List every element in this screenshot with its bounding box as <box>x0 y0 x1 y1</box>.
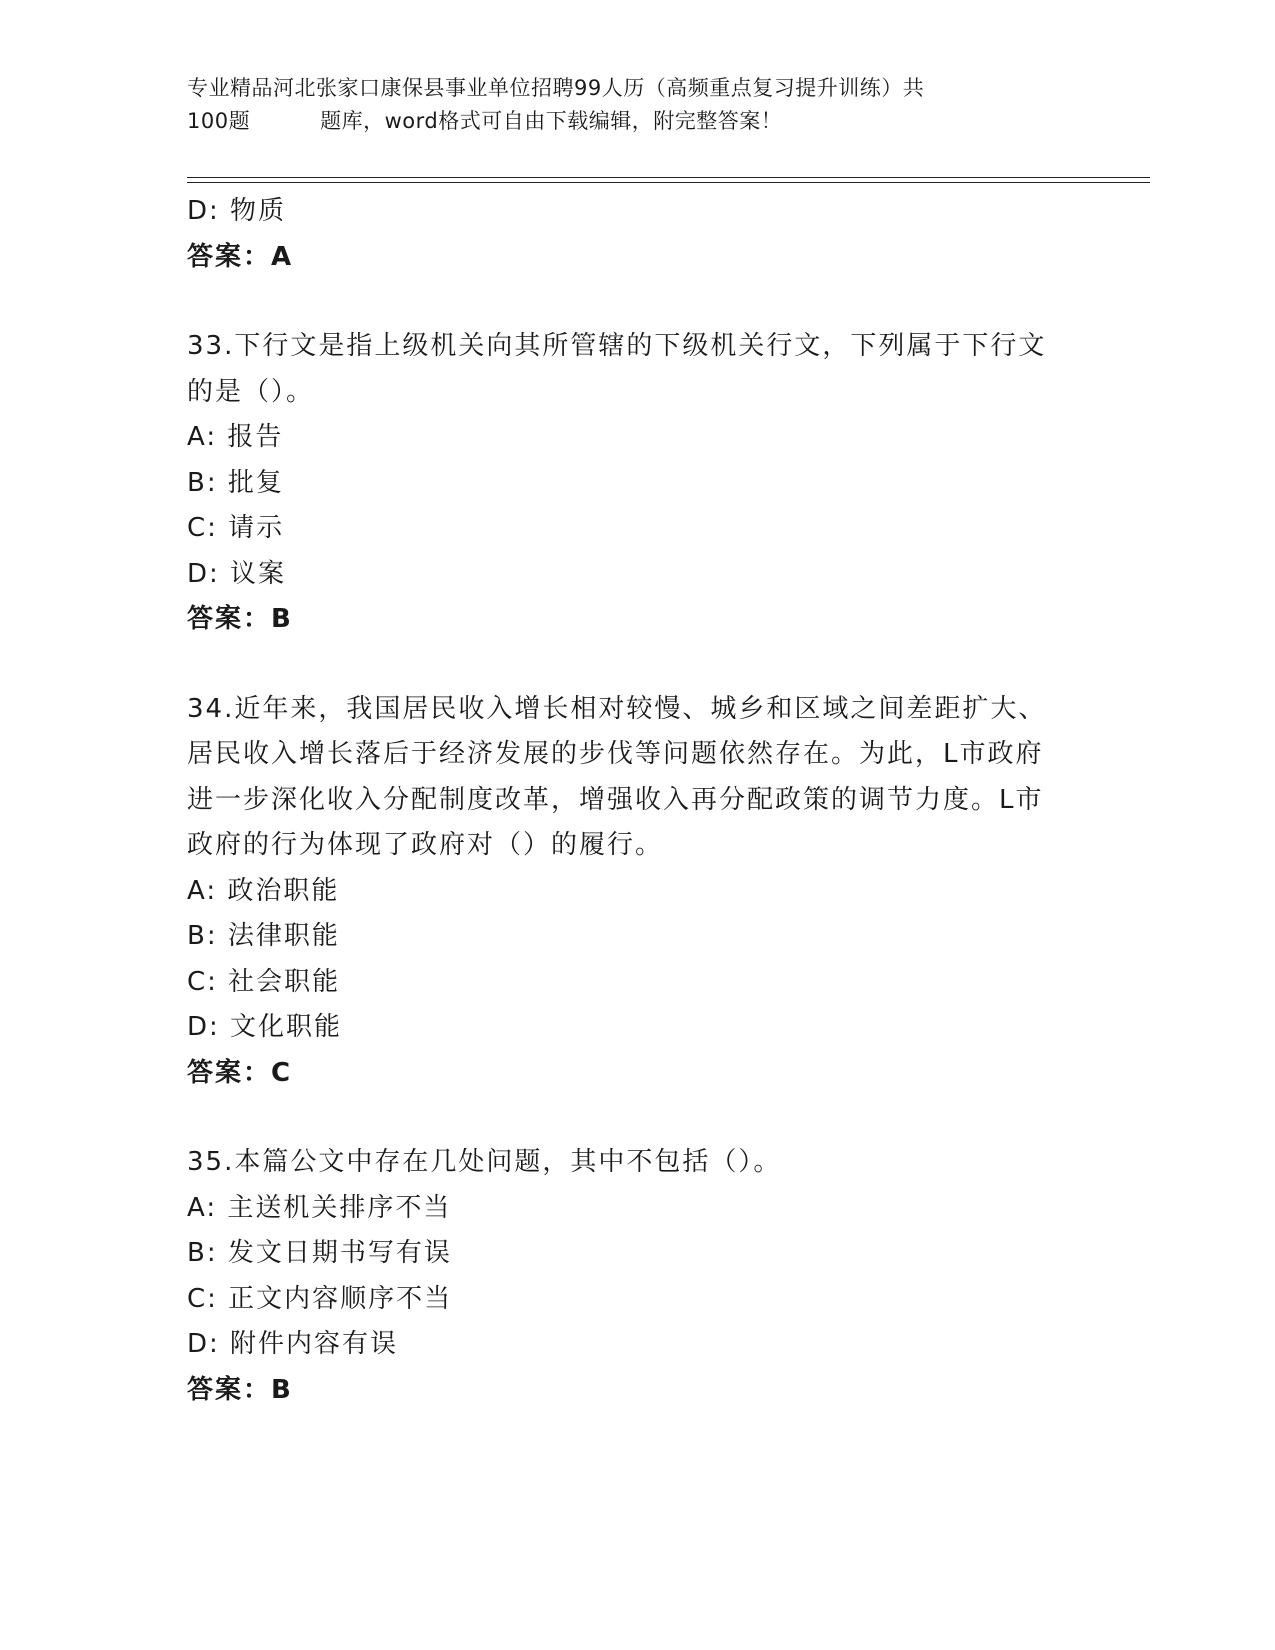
header-rule-top <box>187 177 1150 178</box>
header-title-line1: 专业精品河北张家口康保县事业单位招聘99人历（高频重点复习提升训练）共 <box>187 76 925 100</box>
question-35 <box>187 1140 1087 1413</box>
question-text-line: 政府的行为体现了政府对（）的履行。 <box>187 830 664 860</box>
option-d: D: 物质 <box>187 196 287 226</box>
option-d: D: 议案 <box>187 558 287 589</box>
question-text <box>187 324 1087 415</box>
question-text-line: 进一步深化收入分配制度改革，增强收入再分配政策的调节力度。L市 <box>187 784 1044 815</box>
option-c: C: 请示 <box>187 513 285 543</box>
option-c: C: 正文内容顺序不当 <box>187 1283 453 1314</box>
header-description: 题库，word格式可自由下载编辑，附完整答案！ <box>320 109 783 133</box>
question-text-line: 35.本篇公文中存在几处问题，其中不包括（）。 <box>187 1147 782 1177</box>
option-c: C: 社会职能 <box>187 966 341 997</box>
question-34 <box>187 687 1087 1097</box>
answer-line: 答案：B <box>187 1374 293 1405</box>
question-text-line: 居民收入增长落后于经济发展的步伐等问题依然存在。为此，L市政府 <box>187 739 1044 769</box>
option-a: A: 主送机关排序不当 <box>187 1192 452 1223</box>
header-rule-bottom <box>187 182 1150 183</box>
question-text-line: 33.下行文是指上级机关向其所管辖的下级机关行文，下列属于下行文 <box>187 331 1047 361</box>
option-a: A: 政治职能 <box>187 875 340 906</box>
answer-line: 答案：B <box>187 604 293 634</box>
option-d: D: 附件内容有误 <box>187 1329 399 1359</box>
previous-question-tail <box>187 189 1087 280</box>
option-b: B: 法律职能 <box>187 921 340 951</box>
question-text-line: 的是（）。 <box>187 376 315 407</box>
header-title-line2 <box>187 105 1087 138</box>
header-count: 100题 <box>187 109 251 133</box>
question-text <box>187 687 1087 869</box>
question-text <box>187 1140 1087 1186</box>
option-b: B: 发文日期书写有误 <box>187 1238 452 1268</box>
option-b: B: 批复 <box>187 467 284 498</box>
question-33 <box>187 324 1087 643</box>
answer-line: 答案：C <box>187 1057 293 1088</box>
option-d: D: 文化职能 <box>187 1012 343 1042</box>
document-body <box>187 189 1087 1413</box>
page-header <box>187 72 1087 138</box>
question-text-line: 34.近年来，我国居民收入增长相对较慢、城乡和区域之间差距扩大、 <box>187 693 1047 724</box>
answer-line: 答案：A <box>187 241 294 272</box>
option-a: A: 报告 <box>187 422 284 452</box>
